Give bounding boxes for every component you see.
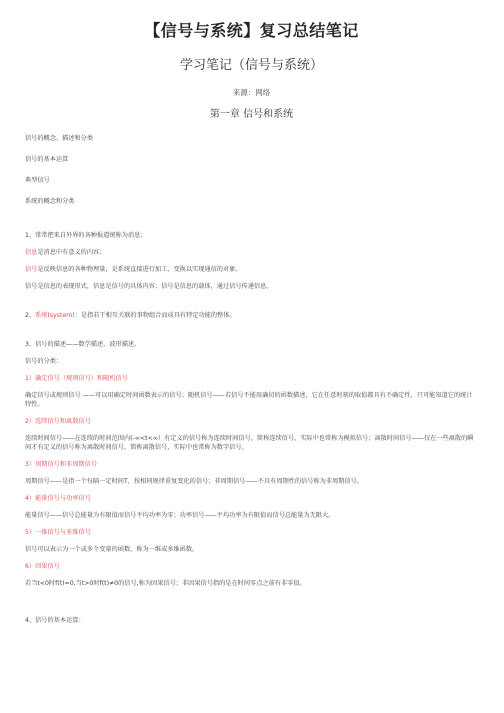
class-5-text: 信号可以表示为一个或多个变量的函数，称为一维或多维函数。 bbox=[25, 546, 199, 553]
toc-item[interactable]: 信号的基本运算 bbox=[25, 156, 69, 163]
class-5-title: 5）一维信号与多维信号 bbox=[25, 529, 91, 536]
chapter-heading: 第一章 信号和系统 bbox=[209, 109, 294, 120]
signal-definition bbox=[25, 265, 478, 274]
signal-definition-text: 是反映信息的各种物理量，是系统直接进行加工、变换以实现通信的对象。 bbox=[37, 266, 242, 273]
document-title: 【信号与系统】复习总结笔记 bbox=[144, 21, 359, 40]
class-4-title: 4）能量信号与功率信号 bbox=[25, 495, 91, 502]
class-4-text: 能量信号——信号总能量为有限值而信号平均功率为零；功率信号——平均功率为有限值而信号总能量为无限大。 bbox=[25, 512, 335, 519]
class-6-text: 若当t<0时f(t)=0,当t>0时f(t)≠0的信号,称为因果信号；非因果信号指的是在时间零点之前有非零值。 bbox=[25, 580, 306, 587]
toc-item[interactable]: 信号的概念、描述和分类 bbox=[25, 135, 94, 142]
class-1-title: 1）确定信号（规则信号）和随机信号 bbox=[25, 375, 128, 382]
toc-item[interactable]: 典型信号 bbox=[25, 177, 50, 184]
table-of-contents bbox=[25, 134, 478, 206]
class-3-text: 周期信号——是指一个每隔一定时间T，按相同规律重复变化的信号；非周期信号——不具有周期性的信号称为非周期信号。 bbox=[25, 478, 363, 485]
section-2-number: 2、 bbox=[25, 312, 36, 319]
section-1-heading: 1、常常把来自外界的各种报道统称为消息； bbox=[25, 232, 147, 239]
class-3-title: 3）周期信号和非周期信号 bbox=[25, 461, 97, 468]
signal-term: 信号 bbox=[25, 266, 38, 273]
system-term: 系统(system) bbox=[35, 312, 75, 319]
info-definition bbox=[25, 248, 478, 257]
section-4-heading: 4、信号的基本运算： bbox=[25, 617, 85, 624]
class-2-title: 2）连续信号和离散信号 bbox=[25, 418, 91, 425]
info-definition-text: 是消息中有意义的内容； bbox=[37, 249, 106, 256]
class-6-title: 6）因果信号 bbox=[25, 563, 60, 570]
source-line: 来源：网络 bbox=[232, 88, 271, 97]
toc-item[interactable]: 系统的概念和分类 bbox=[25, 198, 75, 205]
signal-summary: 信号是信息的表现形式，信息是信号的具体内容；信号是信息的载体，通过信号传递信息。 bbox=[25, 283, 273, 290]
system-definition-text: ：是指若干相互关联的事物组合而成具有特定功能的整体。 bbox=[74, 312, 236, 319]
class-2-text: 连续时间信号——在连续的时间范围内(-∞<t<∞）有定义的信号称为连续时间信号，简称连续信号，实际中也常称为模拟信号；离散时间信号——仅在一些离散的瞬间才有定义的信号称为离散时间信号，简称离散信号，实际中也常称为数字信号。 bbox=[25, 435, 474, 451]
classification-intro: 信号的分类： bbox=[25, 358, 63, 365]
document-subtitle: 学习笔记（信号与系统） bbox=[179, 58, 323, 73]
section-3-heading: 3、信号的描述——数学描述，波形描述。 bbox=[25, 341, 141, 348]
class-1-text: 确定信号或规则信号 ——可以用确定时间函数表示的信号；随机信号——若信号不能用确切的函数描述，它在任意时刻的取值都具有不确定性，只可能知道它的统计特性。 bbox=[25, 392, 473, 408]
info-term: 信息 bbox=[25, 249, 38, 256]
system-definition bbox=[25, 311, 478, 320]
